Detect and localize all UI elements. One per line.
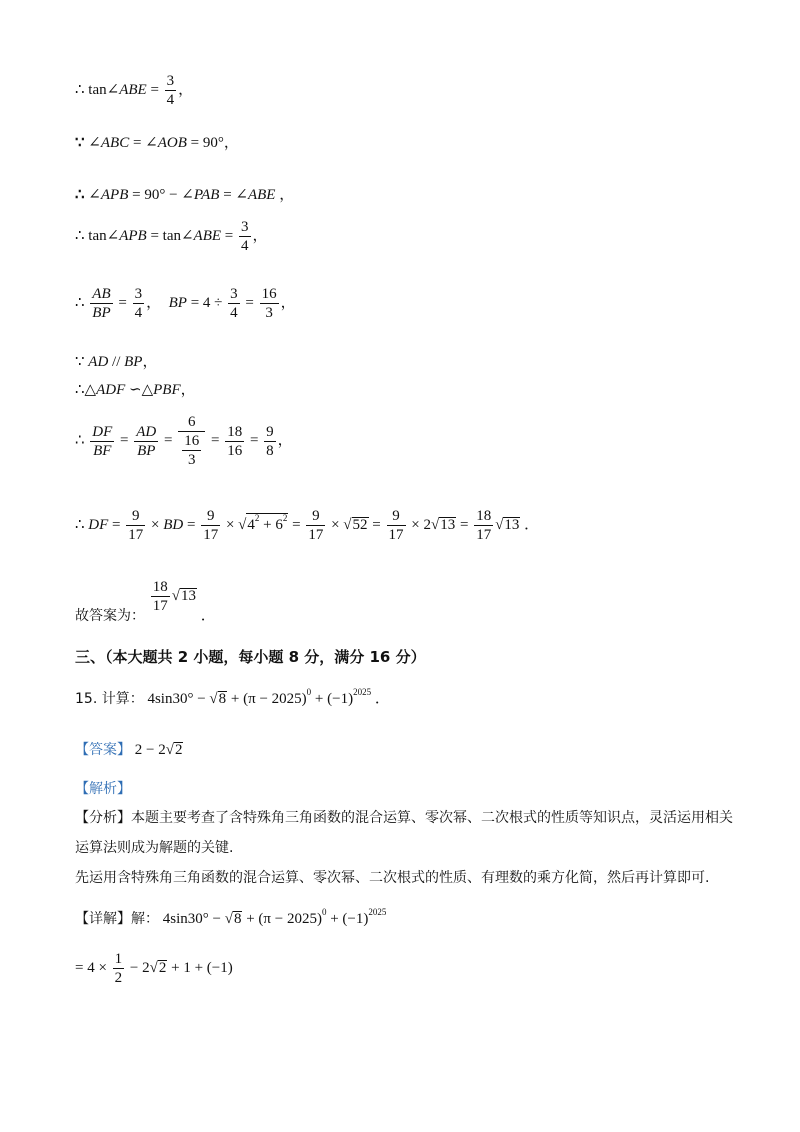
line-angle-apb: ∴ ∠APB = 90° − ∠PAB = ∠ABE ， xyxy=(75,187,295,203)
answer-row: 【答案】 2 − 2√2 xyxy=(75,742,183,758)
detail-tag: 【详解】 xyxy=(75,911,131,927)
detail-prefix: 解： xyxy=(131,911,159,927)
analysis-tag: 【解析】 xyxy=(75,781,131,797)
line-angle-equal: ∵ ∠ABC = ∠AOB = 90°， xyxy=(75,135,239,151)
line-ratio: ∴ $\frac{DF}{BF}$ = $\frac{AD}{BP}$ = $\frac{6}{\frac{16}{3}}$ = $\frac{18}{16}$ = $\frac{9}{8}$ ， xyxy=(75,414,293,468)
method-line: 先运用含特殊角三角函数的混合运算、零次幂、二次根式的性质、有理数的乘方化简，然后再计算即可. xyxy=(75,870,710,886)
line-similar: ∴△ADF ∽△PBF， xyxy=(75,382,196,398)
detail-row: 【详解】解： $4\sin 30^\circ - √8 + (\pi - 2025)^0 + (-1)^{2025}$ xyxy=(75,907,387,927)
section-heading: 三、（本大题共 2 小题，每小题 8 分，满分 16 分） xyxy=(75,648,426,666)
fenxi-tag: 【分析】 xyxy=(75,810,131,826)
analysis-paragraph xyxy=(75,803,735,863)
line-bp: ∴ $\frac{AB}{BP}$ = $\frac{3}{4}$ ， BP = 4 ÷ $\frac{3}{4}$ = $\frac{16}{3}$ ， xyxy=(75,286,296,321)
line-tan-apb: ∴ tan∠APB = tan∠ABE = $\frac{3}{4}$ ， xyxy=(75,219,268,254)
line-df: ∴ DF = $\frac{9}{17}$ × BD = $\frac{9}{17}$ × $√4^2 + 6^2$ = $\frac{9}{17}$ × √52 = $\frac{9}{17}$ × 2√13 = $\frac{18}{17}$ √13 ． xyxy=(75,508,540,543)
question-label: 15. 计算： xyxy=(75,691,144,707)
question-15: 15. 计算： $4\sin 30^\circ - √8 + (\pi - 2025)^0 + (-1)^{2025}$ ． xyxy=(75,687,390,707)
line-tan-abe: ∴ tan∠ABE = $\frac{3}{4}$ ， xyxy=(75,73,194,108)
line-final-answer: 故答案为： $\frac{18}{17}$ √13 ． xyxy=(75,579,216,624)
line-parallel: ∵ AD // BP， xyxy=(75,354,158,370)
detail-step-1: = 4 × $\frac{1}{2}$ − 2√2 + 1 + (−1) xyxy=(75,951,233,986)
answer-tag: 【答案】 xyxy=(75,742,131,758)
fenxi-text: 本题主要考查了含特殊角三角函数的混合运算、零次幂、二次根式的性质等知识点，灵活运用相关运算法则成为解题的关键. xyxy=(75,810,733,856)
